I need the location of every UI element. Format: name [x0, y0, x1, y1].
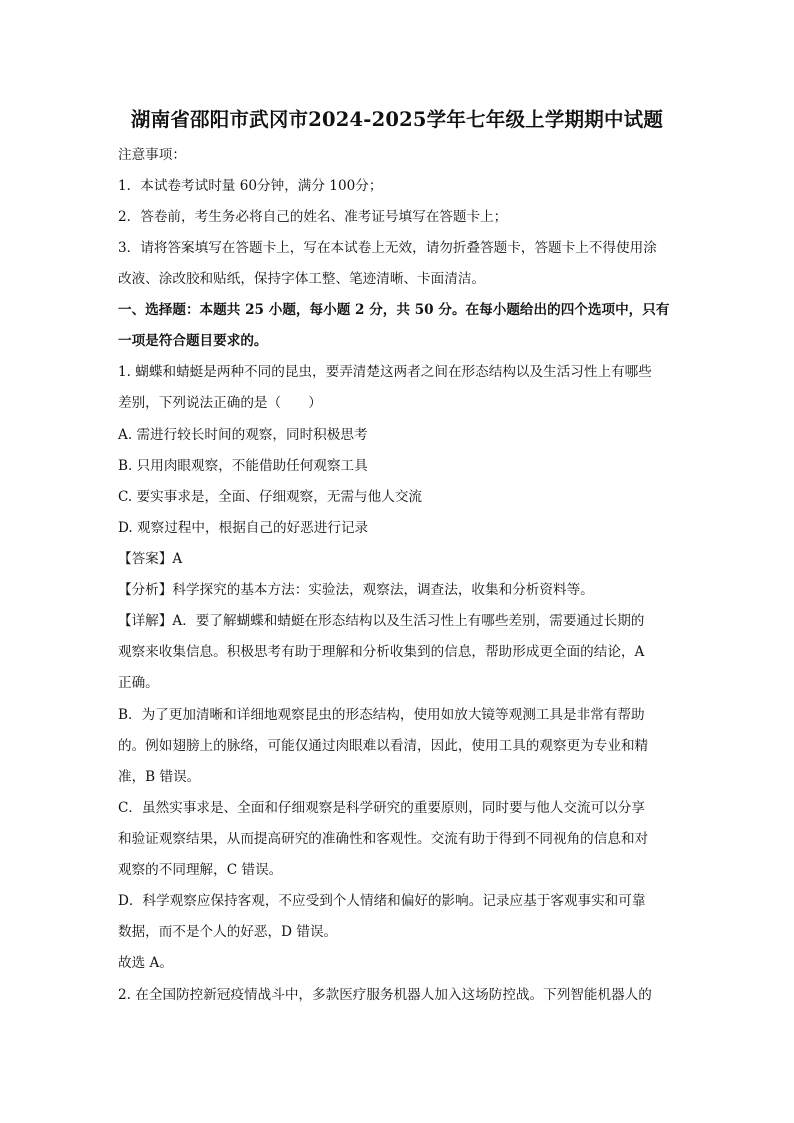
explanation-c-end: 观察的不同理解，C 错误。 — [118, 862, 283, 878]
option-b: B. 只用肉眼观察，不能借助任何观察工具 — [118, 458, 368, 474]
option-c: C. 要实事求是，全面、仔细观察，无需与他人交流 — [118, 489, 423, 505]
section-heading-cont: 一项是符合题目要求的。 — [118, 333, 268, 349]
explanation-a-cont: 观察来收集信息。积极思考有助于理解和分析收集到的信息，帮助形成更全面的结论，A — [118, 644, 645, 660]
notice-item-3-cont: 改液、涂改胶和贴纸，保持字体工整、笔迹清晰、卡面清洁。 — [118, 271, 486, 287]
page-title: 湖南省邵阳市武冈市2024-2025学年七年级上学期期中试题 — [130, 108, 664, 131]
notice-item-2: 2．答卷前，考生务必将自己的姓名、准考证号填写在答题卡上； — [118, 209, 508, 225]
explanation-b-end: 准，B 错误。 — [118, 769, 201, 785]
explanation-b-cont: 的。例如翅膀上的脉络，可能仅通过肉眼难以看清，因此，使用工具的观察更为专业和精 — [118, 738, 649, 754]
answer: 【答案】A — [118, 551, 183, 567]
explanation-a-end: 正确。 — [118, 675, 159, 691]
explanation-d: D．科学观察应保持客观，不应受到个人情绪和偏好的影响。记录应基于客观事实和可靠 — [118, 893, 646, 909]
notice-item-1: 1．本试卷考试时量 60分钟，满分 100分； — [118, 178, 383, 194]
explanation-b: B．为了更加清晰和详细地观察昆虫的形态结构，使用如放大镜等观测工具是非常有帮助 — [118, 707, 645, 723]
option-a: A. 需进行较长时间的观察，同时积极思考 — [118, 427, 368, 443]
notice-heading: 注意事项： — [118, 147, 186, 163]
explanation-a: 【详解】A．要了解蝴蝶和蜻蜓在形态结构以及生活习性上有哪些差别，需要通过长期的 — [118, 613, 645, 629]
explanation-c-cont: 和验证观察结果，从而提高研究的准确性和客观性。交流有助于得到不同视角的信息和对 — [118, 831, 649, 847]
question-1-stem-cont: 差别，下列说法正确的是（ ） — [118, 395, 322, 411]
conclusion: 故选 A。 — [118, 955, 173, 971]
question-1-stem: 1. 蝴蝶和蜻蜓是两种不同的昆虫，要弄清楚这两者之间在形态结构以及生活习性上有哪些 — [118, 364, 652, 380]
section-heading: 一、选择题：本题共 25 小题，每小题 2 分，共 50 分。在每小题给出的四个选项中，只有 — [118, 302, 670, 318]
explanation-d-cont: 数据，而不是个人的好恶，D 错误。 — [118, 924, 338, 940]
option-d: D. 观察过程中，根据自己的好恶进行记录 — [118, 520, 369, 536]
question-2-stem: 2. 在全国防控新冠疫情战斗中，多款医疗服务机器人加入这场防控战。下列智能机器人的 — [118, 987, 652, 1003]
analysis: 【分析】科学探究的基本方法：实验法，观察法，调查法，收集和分析资料等。 — [118, 582, 594, 598]
explanation-c: C．虽然实事求是、全面和仔细观察是科学研究的重要原则，同时要与他人交流可以分享 — [118, 800, 645, 816]
notice-item-3: 3．请将答案填写在答题卡上，写在本试卷上无效，请勿折叠答题卡，答题卡上不得使用涂 — [118, 240, 657, 256]
